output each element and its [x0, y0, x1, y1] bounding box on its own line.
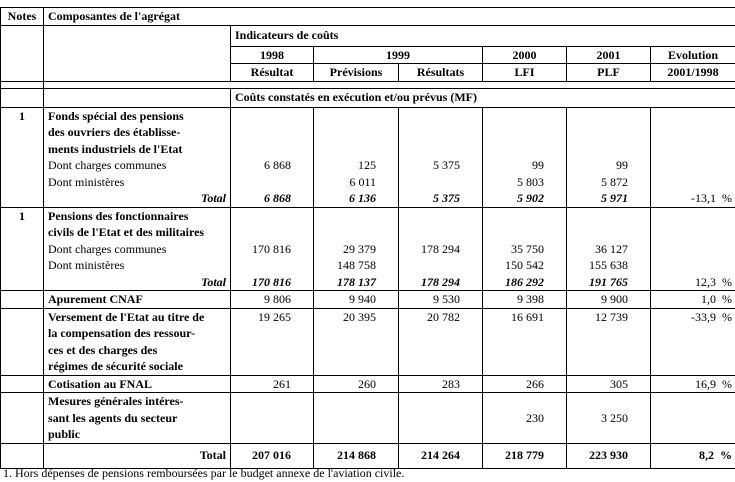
label-cell-empty	[44, 25, 231, 81]
note-cell	[1, 375, 44, 393]
evolution-header: Evolution	[651, 46, 735, 64]
row-label: Dont ministères	[44, 257, 231, 274]
value-cell: 9 940	[314, 291, 399, 309]
value-cell	[483, 207, 567, 241]
row-label-line: ments industriels de l'Etat	[48, 141, 183, 156]
value-cell: 6 868	[231, 190, 314, 207]
value-cell: 5 872	[567, 174, 651, 191]
evolution-cell: 1,0 %	[651, 291, 735, 309]
subhead-previsions: Prévisions	[314, 64, 399, 82]
table-row	[1, 107, 735, 157]
value-cell: 6 868	[231, 157, 314, 174]
evolution-cell	[651, 257, 735, 274]
value-cell: 266	[483, 375, 567, 393]
row-label-line: Fonds spécial des pensions	[48, 108, 184, 123]
row-label-line: régimes de sécurité sociale	[48, 359, 183, 373]
value-cell: 12 739	[567, 308, 651, 375]
note-cell	[1, 174, 44, 191]
value-cell: 5 375	[399, 157, 483, 174]
evolution-cell	[651, 207, 735, 241]
value-cell: 214 868	[314, 443, 399, 468]
row-label-line: Versement de l'Etat au titre de	[48, 309, 205, 324]
value-cell: 170 816	[231, 274, 314, 291]
row-label-line: la compensation des ressour-	[48, 326, 195, 340]
note-cell	[1, 257, 44, 274]
value-cell: 5 803	[483, 174, 567, 191]
row-label: Dont ministères	[44, 174, 231, 191]
evolution-cell	[651, 241, 735, 258]
evolution-cell: 8,2 %	[651, 443, 735, 468]
value-cell: 305	[567, 375, 651, 393]
table-row	[1, 291, 735, 309]
subhead-evolution: 2001/1998	[651, 64, 735, 82]
value-cell: 9 900	[567, 291, 651, 309]
value-cell: 20 782	[399, 308, 483, 375]
value-cell: 5 375	[399, 190, 483, 207]
year-1998: 1998	[231, 46, 314, 64]
row-label-line: Cotisation au FNAL	[48, 376, 153, 391]
value-cell: 223 930	[567, 443, 651, 468]
value-cell	[399, 174, 483, 191]
blank-cell	[1, 81, 44, 88]
subhead-resultat: Résultat	[231, 64, 314, 82]
footnote: 1. Hors dépenses de pensions remboursées par le budget annexe de l'aviation civile.	[3, 466, 405, 480]
value-cell: 155 638	[567, 257, 651, 274]
value-cell: 35 750	[483, 241, 567, 258]
notes-cell-empty	[1, 25, 44, 81]
row-label: Dont charges communes	[44, 241, 231, 258]
value-cell: 36 127	[567, 241, 651, 258]
table-row	[1, 174, 735, 191]
value-cell: 99	[567, 157, 651, 174]
table-row	[1, 241, 735, 258]
components-header: Composantes de l'agrégat	[44, 8, 735, 26]
row-label-line: des ouvriers des établisse-	[48, 125, 181, 139]
value-cell	[399, 393, 483, 444]
value-cell: 9 398	[483, 291, 567, 309]
value-cell: 16 691	[483, 308, 567, 375]
value-cell: 20 395	[314, 308, 399, 375]
value-cell	[567, 207, 651, 241]
row-label-line: Mesures générales intéres-	[48, 394, 184, 408]
evolution-cell: 12,3 %	[651, 274, 735, 291]
table-body	[1, 107, 735, 468]
value-cell: 260	[314, 375, 399, 393]
row-label: Total	[44, 274, 231, 291]
note-cell	[1, 443, 44, 468]
value-cell: 191 765	[567, 274, 651, 291]
value-cell: 148 758	[314, 257, 399, 274]
value-cell: 207 016	[231, 443, 314, 468]
table-row	[1, 190, 735, 207]
value-cell: 178 137	[314, 274, 399, 291]
table-row	[1, 443, 735, 468]
year-2001: 2001	[567, 46, 651, 64]
subhead-plf: PLF	[567, 64, 651, 82]
value-cell: 6 011	[314, 174, 399, 191]
evolution-cell	[651, 107, 735, 157]
value-cell	[231, 174, 314, 191]
row-label-line: Pensions des fonctionnaires	[48, 208, 189, 223]
note-cell	[1, 190, 44, 207]
row-label-line: sant les agents du secteur	[48, 410, 178, 425]
evolution-cell: -13,1 %	[651, 190, 735, 207]
evolution-cell: 16,9 %	[651, 375, 735, 393]
value-cell	[483, 107, 567, 157]
value-cell: 6 136	[314, 190, 399, 207]
value-cell: 3 250	[567, 393, 651, 444]
row-label	[44, 375, 231, 393]
value-cell	[399, 107, 483, 157]
value-cell	[231, 257, 314, 274]
value-cell: 99	[483, 157, 567, 174]
blank-cell	[44, 81, 735, 88]
notes-header: Notes	[1, 8, 44, 26]
value-cell	[314, 393, 399, 444]
value-cell: 19 265	[231, 308, 314, 375]
value-cell: 170 816	[231, 241, 314, 258]
value-cell: 283	[399, 375, 483, 393]
row-label	[44, 107, 231, 157]
cost-table	[0, 7, 735, 469]
value-cell: 9 806	[231, 291, 314, 309]
value-cell: 125	[314, 157, 399, 174]
value-cell: 9 530	[399, 291, 483, 309]
note-cell: 1	[1, 107, 44, 157]
value-cell	[231, 393, 314, 444]
value-cell: 150 542	[483, 257, 567, 274]
value-cell: 178 294	[399, 274, 483, 291]
value-cell	[231, 207, 314, 241]
note-cell	[1, 157, 44, 174]
note-cell	[1, 241, 44, 258]
value-cell: 178 294	[399, 241, 483, 258]
table-row	[1, 308, 735, 375]
table-row	[1, 393, 735, 444]
value-cell: 5 971	[567, 190, 651, 207]
row-label	[44, 207, 231, 241]
note-cell	[1, 274, 44, 291]
row-label	[44, 308, 231, 375]
table-row	[1, 375, 735, 393]
year-2000: 2000	[483, 46, 567, 64]
table-row	[1, 157, 735, 174]
table-row	[1, 207, 735, 241]
value-cell: 5 902	[483, 190, 567, 207]
note-cell	[1, 308, 44, 375]
row-label-line: ces et des charges des	[48, 342, 158, 357]
value-cell: 230	[483, 393, 567, 444]
value-cell	[399, 257, 483, 274]
blank-cell	[1, 88, 44, 107]
note-cell	[1, 393, 44, 444]
value-cell: 214 264	[399, 443, 483, 468]
value-cell	[314, 107, 399, 157]
blank-cell	[44, 88, 231, 107]
evolution-cell	[651, 157, 735, 174]
value-cell	[567, 107, 651, 157]
evolution-cell	[651, 393, 735, 444]
note-cell	[1, 291, 44, 309]
subhead-resultats: Résultats	[399, 64, 483, 82]
row-label	[44, 291, 231, 309]
year-1999: 1999	[314, 46, 483, 64]
value-cell	[399, 207, 483, 241]
value-cell: 218 779	[483, 443, 567, 468]
row-label	[44, 393, 231, 444]
row-label-line: civils de l'Etat et des militaires	[48, 225, 205, 239]
table-row	[1, 257, 735, 274]
table-row	[1, 274, 735, 291]
indicators-header: Indicateurs de coûts	[231, 25, 735, 46]
value-cell: 261	[231, 375, 314, 393]
row-label: Total	[44, 443, 231, 468]
row-label-line: public	[48, 427, 81, 441]
row-label: Dont charges communes	[44, 157, 231, 174]
value-cell	[231, 107, 314, 157]
row-label-line: Apurement CNAF	[48, 292, 143, 306]
row-label: Total	[44, 190, 231, 207]
note-cell: 1	[1, 207, 44, 241]
value-cell	[314, 207, 399, 241]
evolution-cell: -33,9 %	[651, 308, 735, 375]
evolution-cell	[651, 174, 735, 191]
section-header: Coûts constatés en exécution et/ou prévus (MF)	[231, 88, 735, 107]
value-cell: 29 379	[314, 241, 399, 258]
value-cell: 186 292	[483, 274, 567, 291]
subhead-lfi: LFI	[483, 64, 567, 82]
